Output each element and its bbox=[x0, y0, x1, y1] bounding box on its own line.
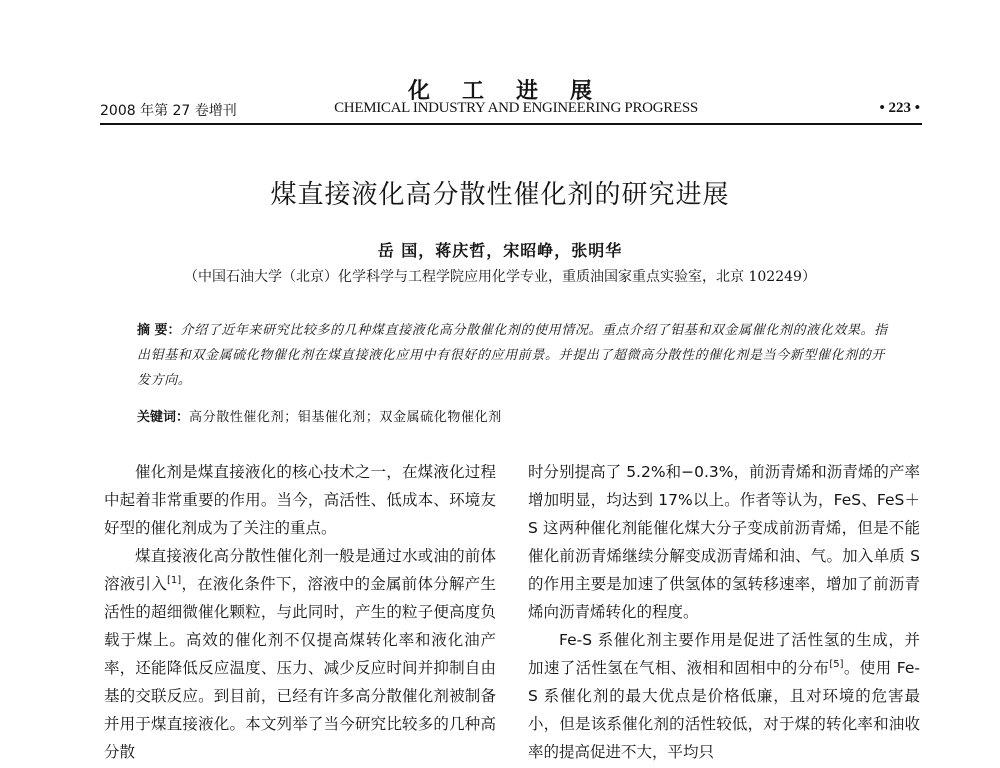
page-number: • 223 • bbox=[879, 100, 920, 116]
author-list: 岳 国，蒋庆哲，宋昭峥，张明华 bbox=[377, 241, 623, 260]
affiliation: （中国石油大学（北京）化学科学与工程学院应用化学专业，重质油国家重点实验室，北京 102249） bbox=[184, 269, 816, 285]
keywords bbox=[137, 407, 897, 429]
paragraph-text: 。使用 Fe-S 系催化剂的最大优点是价格低廉，且对环境的危害最小，但是该系催化剂的活性较低，对于煤的转化率和油收率的提高促进不大，平均只 bbox=[528, 659, 920, 761]
journal-name-cn: 化工进展 bbox=[407, 79, 624, 104]
header-rule bbox=[100, 123, 922, 125]
paragraph bbox=[104, 542, 496, 766]
abstract-label: 摘 要： bbox=[137, 323, 181, 338]
abstract-text: 介绍了近年来研究比较多的几种煤直接液化高分散催化剂的使用情况。重点介绍了钼基和双金属催化剂的液化效果。指出钼基和双金属硫化物催化剂在煤直接液化应用中有很好的应用前景。并提出了超微高分散性的催化剂是当今新型催化剂的开发方向。 bbox=[137, 323, 888, 388]
abstract bbox=[137, 318, 897, 393]
keywords-text: 高分散性催化剂；钼基催化剂；双金属硫化物催化剂 bbox=[189, 410, 502, 425]
paragraph bbox=[528, 626, 920, 766]
paragraph-text: Fe-S 系催化剂主要作用是促进了活性氢的生成，并加速了活性氢在气相、液相和固相中的分布 bbox=[528, 631, 920, 677]
journal-name-en: CHEMICAL INDUSTRY AND ENGINEERING PROGRESS bbox=[334, 100, 698, 116]
paragraph-text: 煤直接液化高分散性催化剂一般是通过水或油的前体溶液引入 bbox=[104, 547, 496, 593]
citation-ref: [1] bbox=[166, 574, 182, 586]
citation-ref: [5] bbox=[829, 658, 844, 670]
body-column-left bbox=[104, 458, 496, 768]
paragraph: 催化剂是煤直接液化的核心技术之一，在煤液化过程中起着非常重要的作用。当今，高活性、低成本、环境友好型的催化剂成为了关注的重点。 bbox=[104, 463, 496, 537]
issue-info: 2008 年第 27 卷增刊 bbox=[100, 103, 237, 119]
body-column-right bbox=[528, 458, 920, 768]
article-title: 煤直接液化高分散性催化剂的研究进展 bbox=[270, 180, 730, 210]
paragraph-text: ，在液化条件下，溶液中的金属前体分解产生活性的超细微催化颗粒，与此同时，产生的粒子便高度负载于煤上。高效的催化剂不仅提高煤转化率和液化油产率，还能降低反应温度、压力、减少反应时间并抑制自由基的交联反应。到目前，已经有许多高分散催化剂被制备并用于煤直接液化。本文列举了当今研究比较多的几种高分散 bbox=[104, 575, 496, 761]
running-header bbox=[100, 100, 920, 122]
paragraph: 时分别提高了 5.2%和−0.3%，前沥青烯和沥青烯的产率增加明显，均达到 17%以上。作者等认为，FeS、FeS＋S 这两种催化剂能催化煤大分子变成前沥青烯，但是不能催化前沥青烯继续分解变成沥青烯和油、气。加入单质 S 的作用主要是加速了供氢体的氢转移速率，增加了前沥青烯向沥青烯转化的程度。 bbox=[528, 463, 920, 621]
keywords-label: 关键词： bbox=[137, 410, 190, 425]
